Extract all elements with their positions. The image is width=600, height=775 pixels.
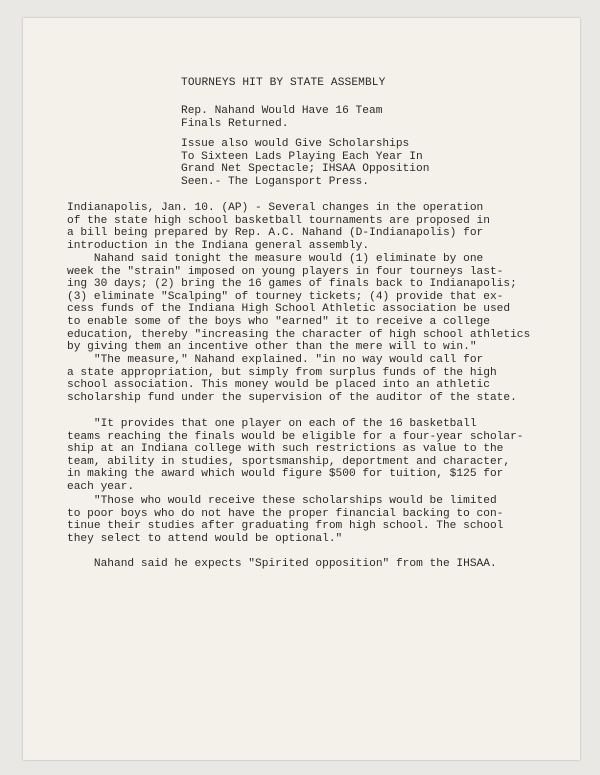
- paragraph-measure-details: Nahand said tonight the measure would (1) eliminate by one week the "strain" imposed on young players in four tourneys last- ing 30 days; (2) bring the 16 games of finals back to Indianapolis; (3) eliminate "Scalping" of tourney tickets; (4) provide that ex- cess funds of the Indiana High School Athletic association be used to enable some of the boys who "earned" it to receive a college education, thereby "increasing the character of high school athletics by giving them an incentive other than the mere will to win.": [67, 253, 531, 354]
- paragraph-recipients: "Those who would receive these scholarships would be limited to poor boys who do not have the proper financial backing to con- tinue their studies after graduating from high school. The school they select to attend would be optional.": [67, 495, 504, 545]
- paragraph-opposition: Nahand said he expects "Spirited opposition" from the IHSAA.: [67, 558, 497, 570]
- paragraph-eligibility: "It provides that one player on each of the 16 basketball teams reaching the finals would be eligible for a four-year scholar- ship at an Indiana college with such restrictions as value to the team, ability in studies, sportsmanship, deportment and character, in making the award which would figure $500 for tuition, $125 for each year.: [67, 418, 524, 493]
- deck-summary: Issue also would Give Scholarships To Sixteen Lads Playing Each Year In Grand Net Spectacle; IHSAA Opposition Seen.- The Logansport Press.: [181, 138, 430, 188]
- paragraph-funding: "The measure," Nahand explained. "in no way would call for a state appropriation, but simply from surplus funds of the high school association. This money would be placed into an athletic scholarship fund under the supervision of the auditor of the state.: [67, 354, 517, 404]
- paragraph-dateline: Indianapolis, Jan. 10. (AP) - Several changes in the operation of the state high school basketball tournaments are proposed in a bill being prepared by Rep. A.C. Nahand (D-Indianapolis) for introduction in the Indiana general assembly.: [67, 202, 490, 252]
- subheadline: Rep. Nahand Would Have 16 Team Finals Returned.: [181, 105, 383, 130]
- headline: TOURNEYS HIT BY STATE ASSEMBLY: [181, 77, 386, 89]
